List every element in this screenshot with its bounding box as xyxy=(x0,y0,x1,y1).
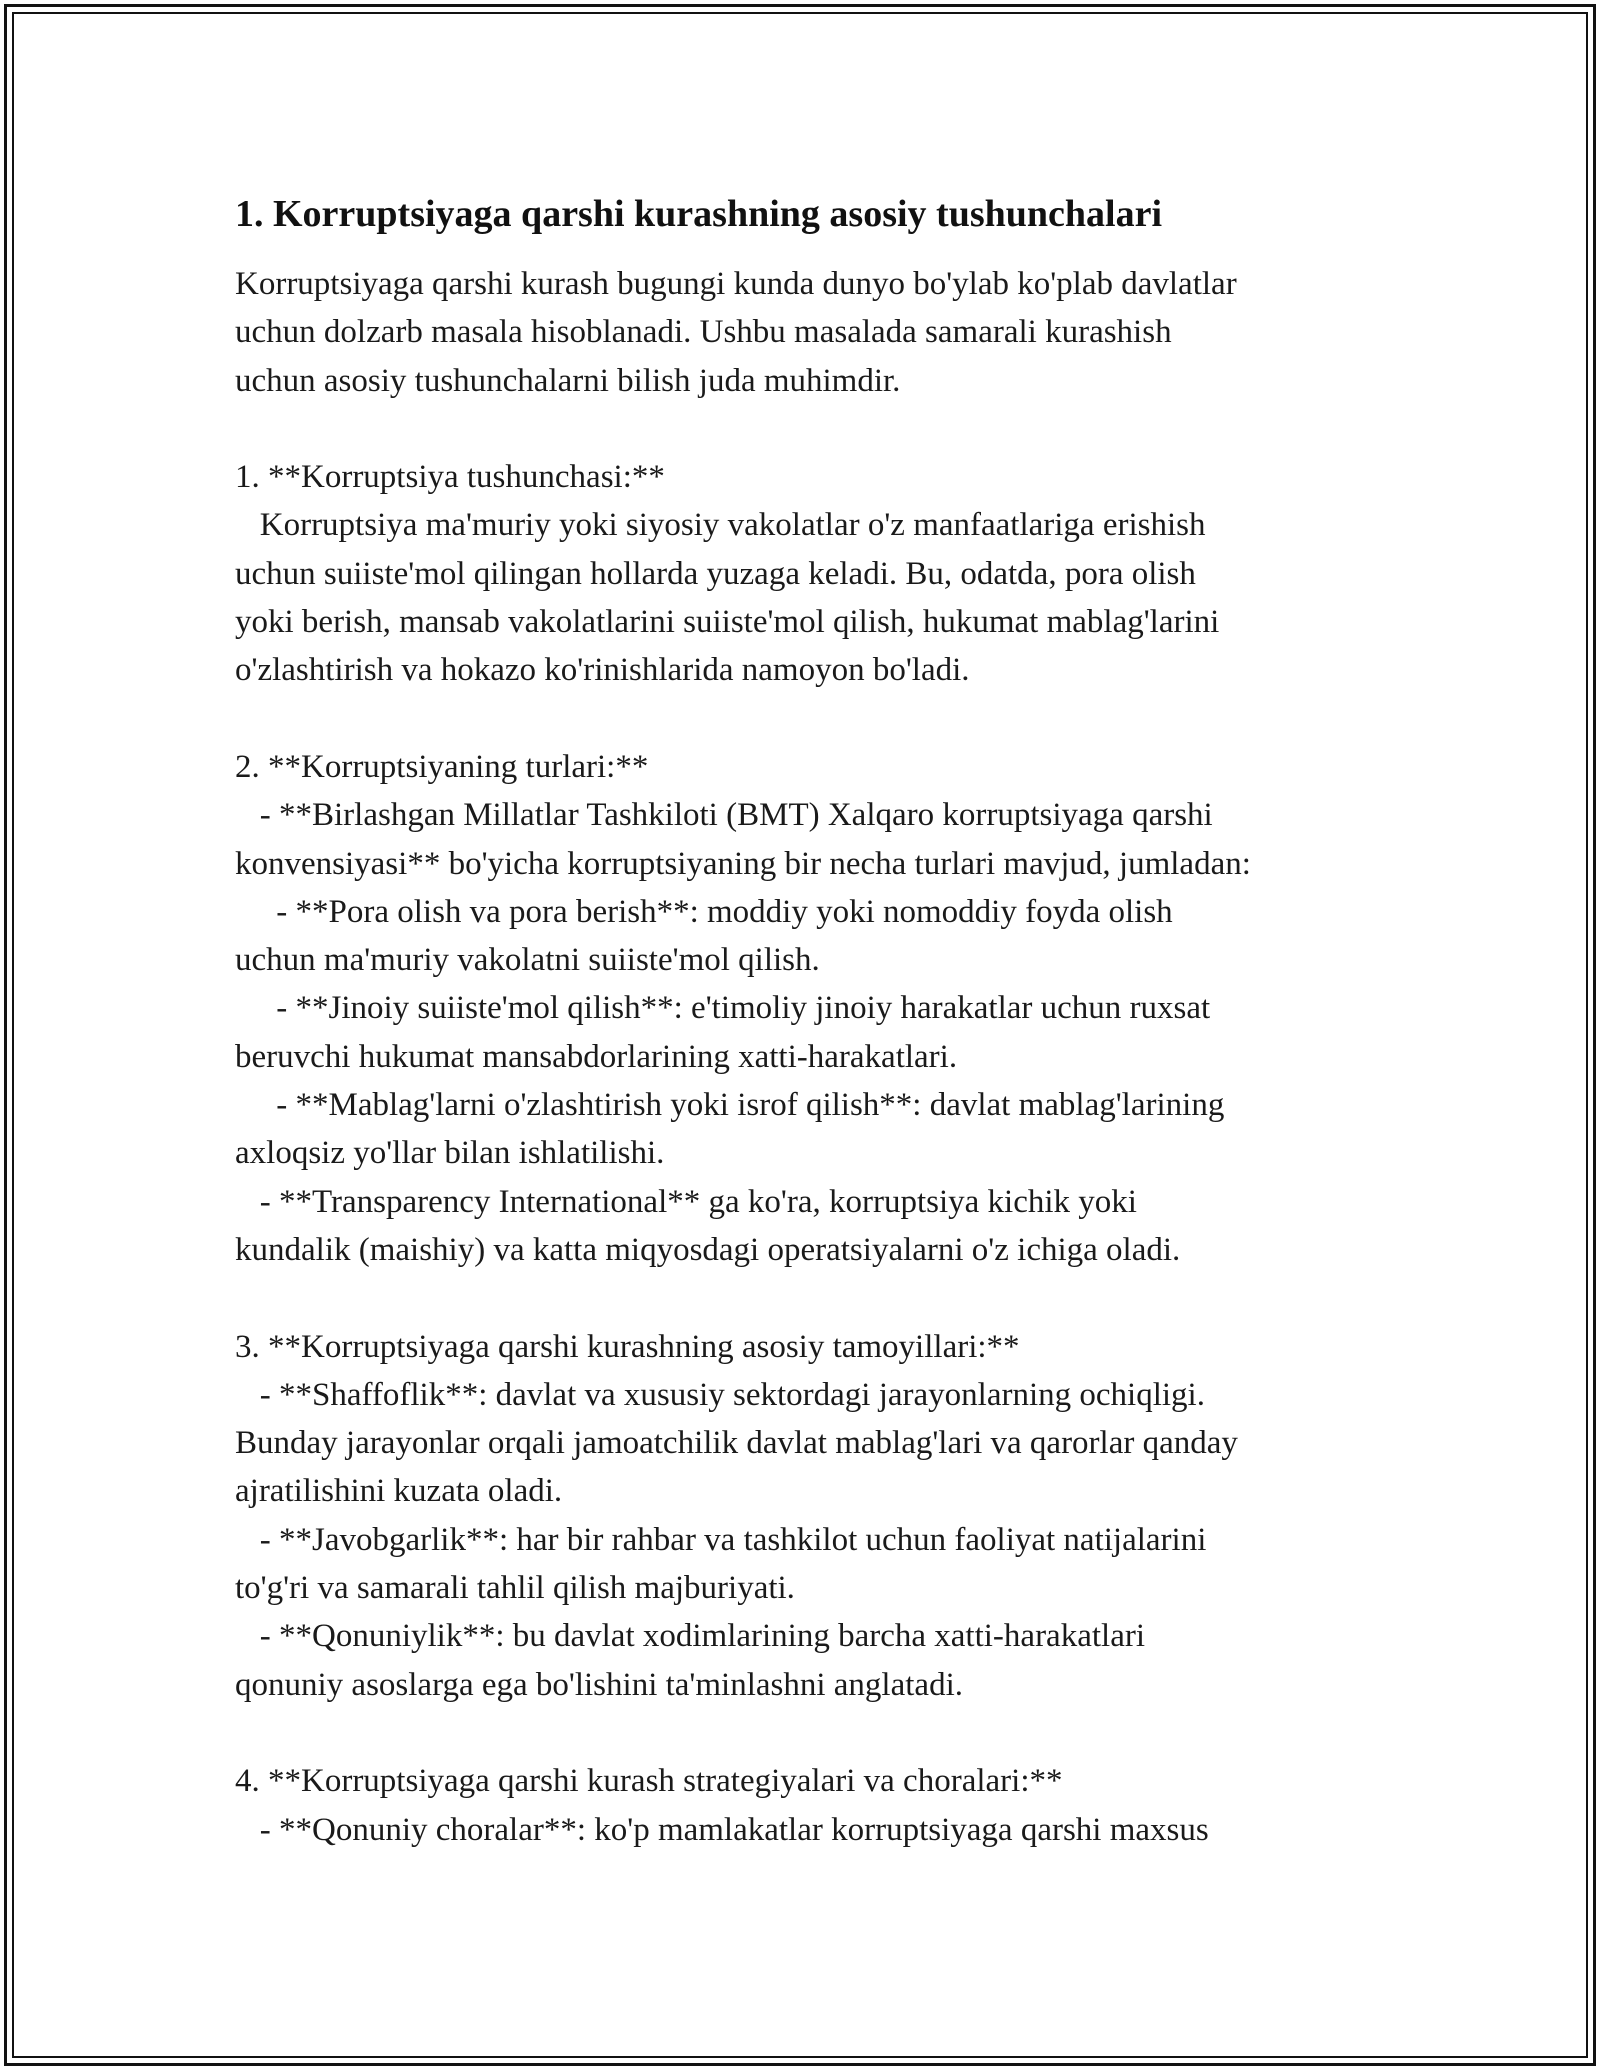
blank-line xyxy=(235,1274,1375,1322)
text-line: Bunday jarayonlar orqali jamoatchilik davlat mablag'lari va qarorlar qanday xyxy=(235,1425,1238,1462)
text-line: beruvchi hukumat mansabdorlarining xatti-harakatlari. xyxy=(235,1038,958,1075)
text-line: to'g'ri va samarali tahlil qilish majburiyati. xyxy=(235,1570,795,1607)
text-line: - **Transparency International** ga ko'ra, korruptsiya kichik yoki xyxy=(235,1183,1137,1220)
blank-line xyxy=(235,695,1375,743)
text-line: 1. **Korruptsiya tushunchasi:** xyxy=(235,459,665,496)
text-line: 3. **Korruptsiyaga qarshi kurashning asosiy tamoyillari:** xyxy=(235,1328,1020,1365)
text-line: konvensiyasi** bo'yicha korruptsiyaning bir necha turlari mavjud, jumladan: xyxy=(235,845,1251,882)
text-line: - **Qonuniylik**: bu davlat xodimlarining barcha xatti-harakatlari xyxy=(235,1618,1145,1655)
text-line: - **Mablag'larni o'zlashtirish yoki isrof qilish**: davlat mablag'larining xyxy=(235,1087,1225,1124)
text-line: ajratilishini kuzata oladi. xyxy=(235,1473,563,1510)
document-text xyxy=(235,260,1375,1854)
text-line: kundalik (maishiy) va katta miqyosdagi operatsiyalarni o'z ichiga oladi. xyxy=(235,1231,1181,1268)
text-line: - **Javobgarlik**: har bir rahbar va tashkilot uchun faoliyat natijalarini xyxy=(235,1521,1207,1558)
text-line: axloqsiz yo'llar bilan ishlatilishi. xyxy=(235,1135,665,1172)
text-line: qonuniy asoslarga ega bo'lishini ta'minlashni anglatadi. xyxy=(235,1666,963,1703)
document-body xyxy=(235,186,1375,1854)
blank-line xyxy=(235,405,1375,453)
text-line: yoki berish, mansab vakolatlarini suiiste'mol qilish, hukumat mablag'larini xyxy=(235,604,1220,641)
text-line: Korruptsiya ma'muriy yoki siyosiy vakolatlar o'z manfaatlariga erishish xyxy=(235,507,1206,544)
document-title: 1. Korruptsiyaga qarshi kurashning asosiy tushunchalari xyxy=(235,193,1163,235)
text-line: - **Birlashgan Millatlar Tashkiloti (BMT) Xalqaro korruptsiyaga qarshi xyxy=(235,797,1213,834)
text-line: - **Pora olish va pora berish**: moddiy yoki nomoddiy foyda olish xyxy=(235,893,1173,930)
text-line: uchun dolzarb masala hisoblanadi. Ushbu masalada samarali kurashish xyxy=(235,314,1172,351)
text-line: - **Shaffoflik**: davlat va xususiy sektordagi jarayonlarning ochiqligi. xyxy=(235,1376,1205,1413)
text-line: o'zlashtirish va hokazo ko'rinishlarida namoyon bo'ladi. xyxy=(235,652,970,689)
text-line: uchun suiiste'mol qilingan hollarda yuzaga keladi. Bu, odatda, pora olish xyxy=(235,555,1196,592)
text-line: uchun ma'muriy vakolatni suiiste'mol qilish. xyxy=(235,942,820,979)
text-line: uchun asosiy tushunchalarni bilish juda muhimdir. xyxy=(235,362,901,399)
text-line: Korruptsiyaga qarshi kurash bugungi kunda dunyo bo'ylab ko'plab davlatlar xyxy=(235,266,1237,302)
blank-line xyxy=(235,1709,1375,1757)
text-line: 4. **Korruptsiyaga qarshi kurash strategiyalari va choralari:** xyxy=(235,1763,1063,1800)
text-line: 2. **Korruptsiyaning turlari:** xyxy=(235,748,649,785)
text-line: - **Jinoiy suiiste'mol qilish**: e'timoliy jinoiy harakatlar uchun ruxsat xyxy=(235,990,1211,1027)
text-line: - **Qonuniy choralar**: ko'p mamlakatlar korruptsiyaga qarshi maxsus xyxy=(235,1811,1209,1848)
